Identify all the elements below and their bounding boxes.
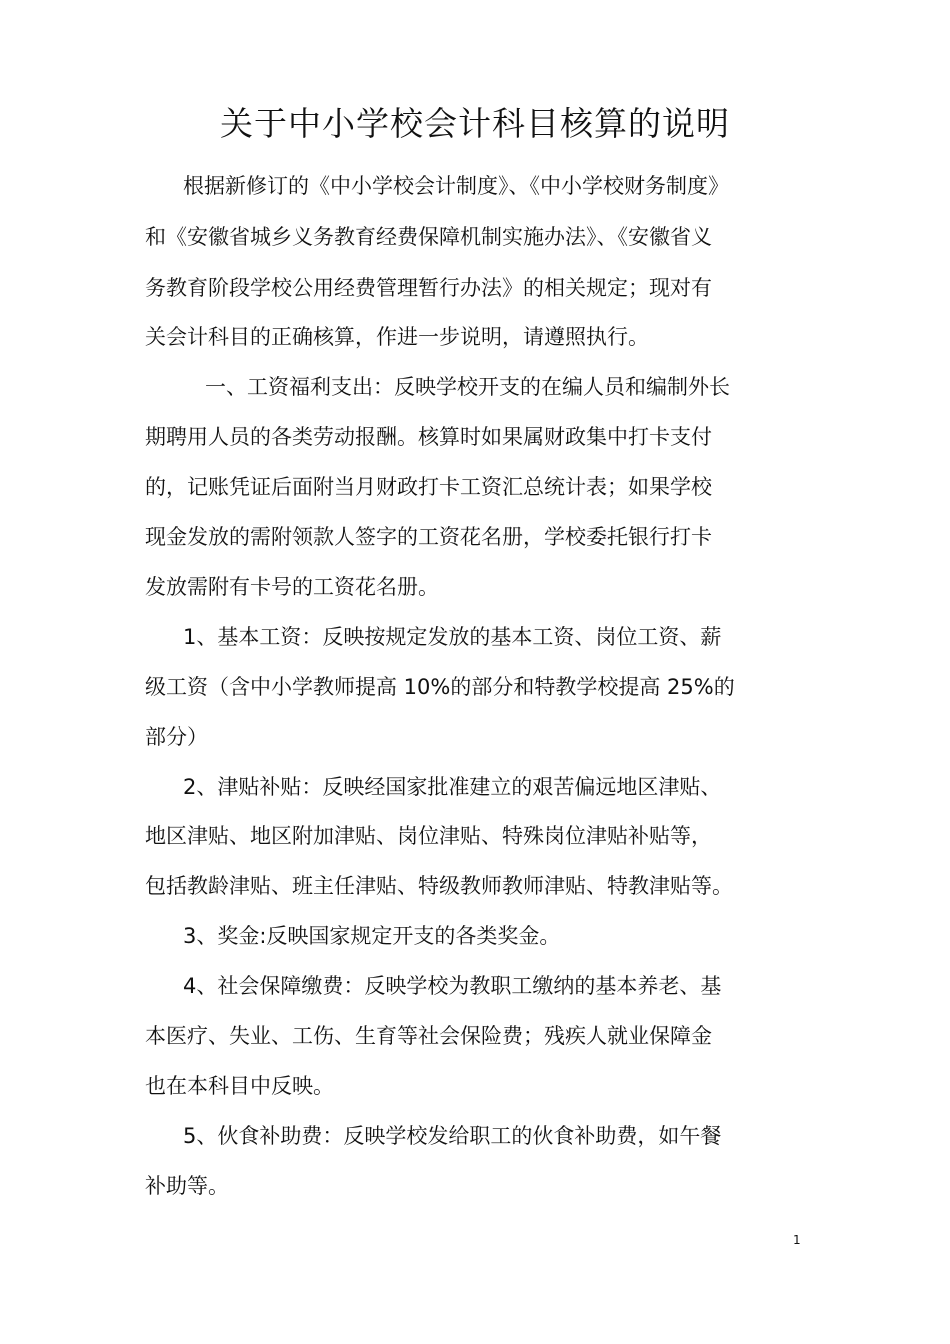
paragraph-7-line-2: 补助等。 [145, 1174, 229, 1198]
paragraph-3-line-3: 部分） [145, 725, 208, 749]
paragraph-6-line-2: 本医疗、失业、工伤、生育等社会保险费；残疾人就业保障金 [145, 1024, 712, 1048]
paragraph-3-line-1: 1、基本工资：反映按规定发放的基本工资、岗位工资、薪 [183, 625, 722, 649]
paragraph-3-line-2: 级工资（含中小学教师提高 10%的部分和特教学校提高 25%的 [145, 675, 735, 699]
paragraph-1-line-2: 和《安徽省城乡义务教育经费保障机制实施办法》、《安徽省义 [145, 225, 712, 249]
document-title: 关于中小学校会计科目核算的说明 [220, 104, 730, 143]
paragraph-1-line-1: 根据新修订的《中小学校会计制度》、《中小学校财务制度》 [183, 174, 729, 198]
paragraph-1-line-3: 务教育阶段学校公用经费管理暂行办法》的相关规定；现对有 [145, 276, 712, 300]
page-number: 1 [793, 1233, 801, 1247]
paragraph-4-line-1: 2、津贴补贴：反映经国家批准建立的艰苦偏远地区津贴、 [183, 775, 722, 799]
paragraph-5-line-1: 3、奖金:反映国家规定开支的各类奖金。 [183, 924, 561, 948]
paragraph-2-line-3: 的，记账凭证后面附当月财政打卡工资汇总统计表；如果学校 [145, 475, 712, 499]
paragraph-6-line-3: 也在本科目中反映。 [145, 1074, 334, 1098]
paragraph-7-line-1: 5、伙食补助费：反映学校发给职工的伙食补助费，如午餐 [183, 1124, 722, 1148]
paragraph-2-line-1: 一、工资福利支出：反映学校开支的在编人员和编制外长 [205, 375, 730, 399]
paragraph-2-line-5: 发放需附有卡号的工资花名册。 [145, 575, 439, 599]
paragraph-1-line-4: 关会计科目的正确核算，作进一步说明，请遵照执行。 [145, 325, 649, 349]
paragraph-6-line-1: 4、社会保障缴费：反映学校为教职工缴纳的基本养老、基 [183, 974, 722, 998]
paragraph-4-line-3: 包括教龄津贴、班主任津贴、特级教师教师津贴、特教津贴等。 [145, 874, 733, 898]
paragraph-2-line-2: 期聘用人员的各类劳动报酬。核算时如果属财政集中打卡支付 [145, 425, 712, 449]
paragraph-2-line-4: 现金发放的需附领款人签字的工资花名册，学校委托银行打卡 [145, 525, 712, 549]
paragraph-4-line-2: 地区津贴、地区附加津贴、岗位津贴、特殊岗位津贴补贴等， [145, 824, 712, 848]
